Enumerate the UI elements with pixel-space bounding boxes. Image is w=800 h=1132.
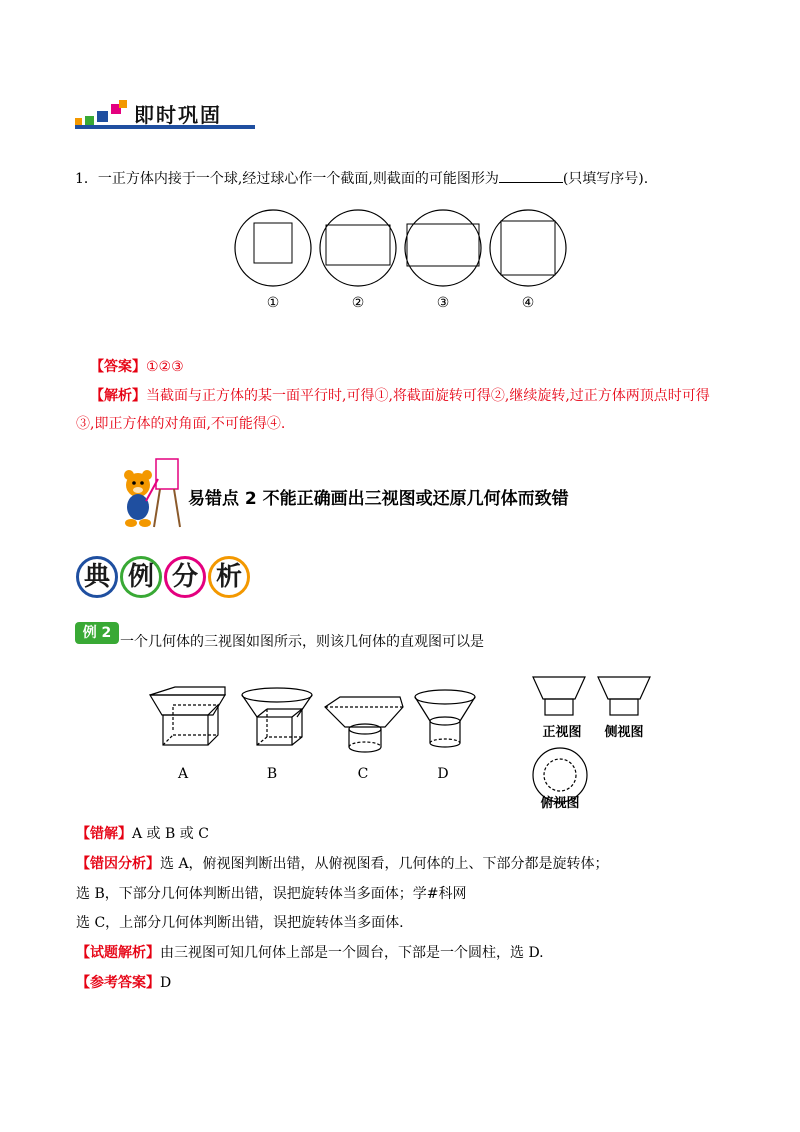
cause-analysis-text1: 选 A，俯视图判断出错，从俯视图看，几何体的上、下部分都是旋转体； <box>160 856 609 872</box>
example2-question: 一个几何体的三视图如图所示，则该几何体的直观图可以是 <box>120 634 484 650</box>
section-title: 易错点 2 不能正确画出三视图或还原几何体而致错 <box>188 489 569 509</box>
q1-analysis-line2: ③,即正方体的对角面,不可能得④. <box>76 416 286 432</box>
solution-label: 【试题解析】 <box>76 945 160 961</box>
cause-analysis-line2: 选 B，下部分几何体判断出错，误把旋转体当多面体；学#科网 <box>76 886 467 902</box>
q1-analysis-label: 【解析】 <box>90 388 146 404</box>
banner-square-green <box>85 116 94 125</box>
cause-analysis-line3: 选 C，上部分几何体判断出错，误把旋转体当多面体. <box>76 915 404 931</box>
example2-option-figures <box>145 685 485 785</box>
q1-fig2-rect <box>326 225 390 265</box>
top-view-label: 俯视图 <box>540 796 580 811</box>
q1-fig4-square <box>501 221 555 275</box>
q1-fig3-rect <box>407 224 479 266</box>
mascot-bear-illustration <box>118 455 188 530</box>
banner-square-orange-2 <box>119 100 127 108</box>
q1-text-after: (只填写序号). <box>562 171 649 187</box>
q1-figures <box>225 200 575 320</box>
front-view-drawing <box>533 677 585 715</box>
cause-analysis-line1 <box>76 854 609 874</box>
reference-answer-value: D <box>160 975 172 991</box>
q1-fig3-label: ③ <box>436 295 450 311</box>
q1-fig2-label: ② <box>351 295 365 311</box>
option-c-figure <box>325 697 403 752</box>
wrong-answer-label: 【错解】 <box>76 826 132 842</box>
q1-text-before: 一正方体内接于一个球,经过球心作一个截面,则截面的可能图形为 <box>97 171 499 187</box>
q1-text <box>75 168 648 189</box>
three-views-figure <box>528 672 668 812</box>
q1-number: 1． <box>75 171 98 187</box>
wrong-answer-line <box>76 824 209 844</box>
wrong-answer-value: A 或 B 或 C <box>132 826 209 842</box>
banner-title: 即时巩固 <box>134 103 222 127</box>
deco-char-fen: 分 <box>164 556 206 598</box>
solution-line <box>76 943 544 963</box>
reference-answer-line <box>76 973 171 993</box>
q1-answer-blank <box>499 168 563 183</box>
q1-answer-value: ①②③ <box>146 359 184 375</box>
q1-analysis-text1: 当截面与正方体的某一面平行时,可得①,将截面旋转可得②,继续旋转,过正方体两顶点时可得 <box>146 388 710 404</box>
q1-analysis-line1 <box>90 386 710 406</box>
deco-char-li: 例 <box>120 556 162 598</box>
deco-char-dian: 典 <box>76 556 118 598</box>
banner-square-blue <box>97 111 108 122</box>
q1-answer-label: 【答案】 <box>90 359 146 375</box>
front-view-label: 正视图 <box>542 725 582 740</box>
deco-char-xi: 析 <box>208 556 250 598</box>
option-b-label: B <box>266 766 278 782</box>
option-a-figure <box>150 687 225 745</box>
option-c-label: C <box>357 766 369 782</box>
top-view-drawing <box>533 748 587 802</box>
q1-fig1-circle <box>235 210 311 286</box>
cause-analysis-label: 【错因分析】 <box>76 856 160 872</box>
q1-answer <box>90 357 184 377</box>
q1-fig2-circle <box>320 210 396 286</box>
reference-answer-label: 【参考答案】 <box>76 975 160 991</box>
side-view-label: 侧视图 <box>604 725 644 740</box>
solution-text: 由三视图可知几何体上部是一个圆台，下部是一个圆柱，选 D. <box>160 945 544 961</box>
side-view-drawing <box>598 677 650 715</box>
option-b-figure <box>242 688 312 745</box>
example-badge: 例 2 <box>75 622 119 644</box>
q1-fig3-circle <box>405 210 481 286</box>
q1-fig1-square <box>254 223 292 263</box>
q1-fig1-label: ① <box>266 295 280 311</box>
option-d-label: D <box>437 766 449 782</box>
q1-fig4-label: ④ <box>521 295 535 311</box>
option-a-label: A <box>177 766 189 782</box>
banner-square-orange <box>75 118 82 125</box>
option-d-figure <box>415 690 475 747</box>
